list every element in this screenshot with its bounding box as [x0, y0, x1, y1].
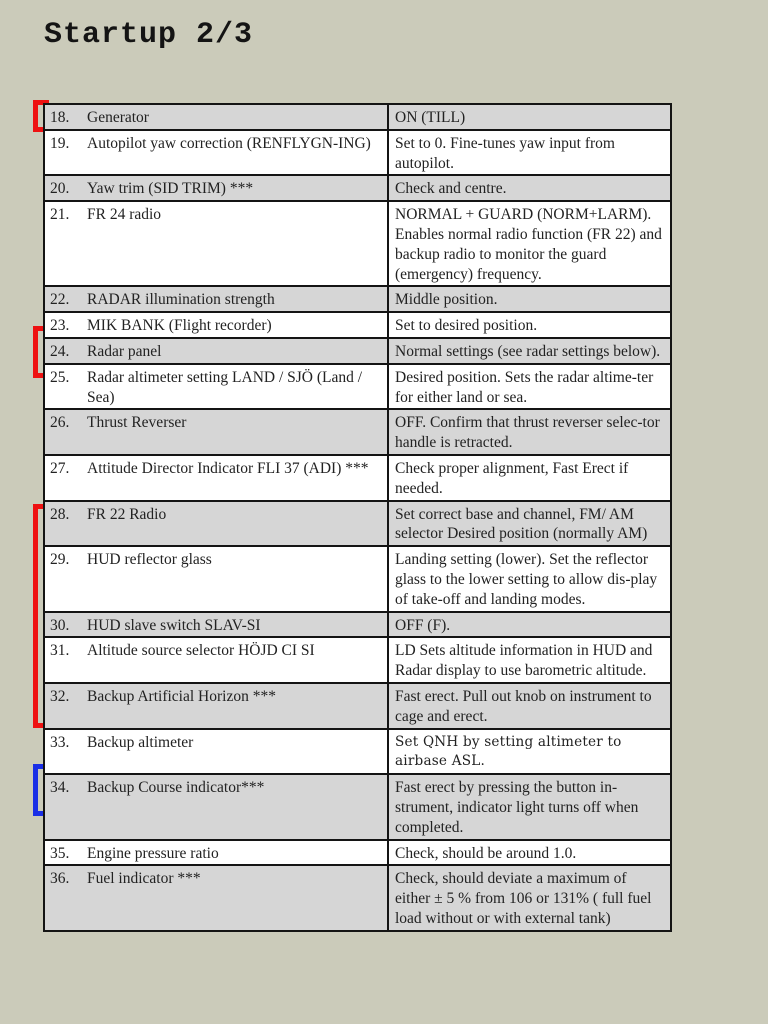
table-row	[44, 501, 671, 547]
item-number: 22.	[50, 291, 70, 309]
item-cell	[44, 774, 388, 839]
item-number: 36.	[50, 870, 70, 888]
item-cell	[44, 130, 388, 176]
item-label: Radar panel	[87, 342, 162, 360]
item-cell	[44, 501, 388, 547]
table-row	[44, 546, 671, 611]
item-label: RADAR illumination strength	[87, 291, 275, 309]
table-row	[44, 865, 671, 930]
action-cell: Check and centre.	[388, 175, 671, 201]
item-label: Engine pressure ratio	[87, 844, 219, 862]
action-cell: OFF (F).	[388, 612, 671, 638]
action-cell: Set to desired position.	[388, 312, 671, 338]
item-label: FR 22 Radio	[87, 505, 167, 523]
item-label: Thrust Reverser	[87, 414, 187, 432]
item-label: Radar altimeter setting LAND / SJÖ (Land / Sea)	[87, 368, 363, 406]
item-label: HUD slave switch SLAV-SI	[87, 616, 261, 634]
table-row	[44, 455, 671, 501]
item-number: 19.	[50, 134, 70, 152]
table-row	[44, 130, 671, 176]
table-row	[44, 175, 671, 201]
action-cell: OFF. Confirm that thrust reverser selec-tor handle is retracted.	[388, 409, 671, 455]
table-row	[44, 729, 671, 775]
item-number: 25.	[50, 368, 70, 386]
action-cell: Normal settings (see radar settings below).	[388, 338, 671, 364]
table-row	[44, 312, 671, 338]
item-number: 18.	[50, 109, 70, 126]
checklist-table	[43, 103, 672, 932]
table-row	[44, 286, 671, 312]
item-label: Fuel indicator ***	[87, 870, 201, 888]
item-cell	[44, 455, 388, 501]
item-number: 31.	[50, 642, 70, 660]
item-label: Attitude Director Indicator FLI 37 (ADI) ***	[87, 459, 369, 477]
item-number: 21.	[50, 206, 70, 224]
item-label: Backup altimeter	[87, 733, 194, 751]
item-label: Backup Artificial Horizon ***	[87, 687, 276, 705]
item-cell	[44, 104, 388, 130]
item-number: 23.	[50, 317, 70, 335]
item-number: 28.	[50, 505, 70, 523]
item-number: 35.	[50, 844, 70, 862]
item-label: MIK BANK (Flight recorder)	[87, 317, 272, 335]
action-cell: ON (TILL)	[388, 104, 671, 130]
item-label: Yaw trim (SID TRIM) ***	[87, 180, 254, 198]
item-number: 20.	[50, 180, 70, 198]
action-cell: Desired position. Sets the radar altime-ter for either land or sea.	[388, 364, 671, 410]
table-row	[44, 612, 671, 638]
item-cell	[44, 338, 388, 364]
item-cell	[44, 637, 388, 683]
table-row	[44, 201, 671, 286]
action-cell: Check, should deviate a maximum of either ± 5 % from 106 or 131% ( full fuel load without or with external tank)	[388, 865, 671, 930]
item-cell	[44, 546, 388, 611]
item-label: HUD reflector glass	[87, 551, 212, 569]
item-cell	[44, 840, 388, 866]
item-cell	[44, 312, 388, 338]
item-number: 33.	[50, 733, 70, 751]
item-cell	[44, 364, 388, 410]
table-row	[44, 637, 671, 683]
item-number: 26.	[50, 414, 70, 432]
table-row	[44, 364, 671, 410]
action-cell: Set to 0. Fine-tunes yaw input from autopilot.	[388, 130, 671, 176]
item-cell	[44, 175, 388, 201]
item-label: Autopilot yaw correction (RENFLYGN-ING)	[87, 134, 371, 152]
item-cell	[44, 612, 388, 638]
table-row	[44, 104, 671, 130]
table-row	[44, 683, 671, 729]
item-label: FR 24 radio	[87, 206, 162, 224]
action-cell: Check proper alignment, Fast Erect if needed.	[388, 455, 671, 501]
item-cell	[44, 683, 388, 729]
item-label: Backup Course indicator***	[87, 779, 265, 797]
action-cell: LD Sets altitude information in HUD and Radar display to use barometric altitude.	[388, 637, 671, 683]
action-cell: Middle position.	[388, 286, 671, 312]
action-cell: Set QNH by setting altimeter to airbase ASL.	[388, 729, 671, 775]
action-cell: Set correct base and channel, FM/ AM selector Desired position (normally AM)	[388, 501, 671, 547]
item-label: Altitude source selector HÖJD CI SI	[87, 642, 315, 660]
table-row	[44, 338, 671, 364]
item-cell	[44, 409, 388, 455]
item-label: Generator	[87, 109, 149, 126]
item-number: 29.	[50, 551, 70, 569]
item-number: 27.	[50, 459, 70, 477]
item-number: 32.	[50, 687, 70, 705]
item-cell	[44, 865, 388, 930]
item-cell	[44, 201, 388, 286]
action-cell: NORMAL + GUARD (NORM+LARM). Enables normal radio function (FR 22) and backup radio to monitor the guard (emergency) frequency.	[388, 201, 671, 286]
table-row	[44, 840, 671, 866]
action-cell: Fast erect by pressing the button in-strument, indicator light turns off when completed.	[388, 774, 671, 839]
table-row	[44, 774, 671, 839]
table-row	[44, 409, 671, 455]
action-cell: Fast erect. Pull out knob on instrument to cage and erect.	[388, 683, 671, 729]
action-cell: Check, should be around 1.0.	[388, 840, 671, 866]
action-cell: Landing setting (lower). Set the reflector glass to the lower setting to allow dis-play of take-off and landing modes.	[388, 546, 671, 611]
item-number: 30.	[50, 616, 70, 634]
page-title: Startup 2/3	[44, 18, 254, 52]
item-number: 34.	[50, 779, 70, 797]
item-cell	[44, 286, 388, 312]
item-cell	[44, 729, 388, 775]
item-number: 24.	[50, 342, 70, 360]
